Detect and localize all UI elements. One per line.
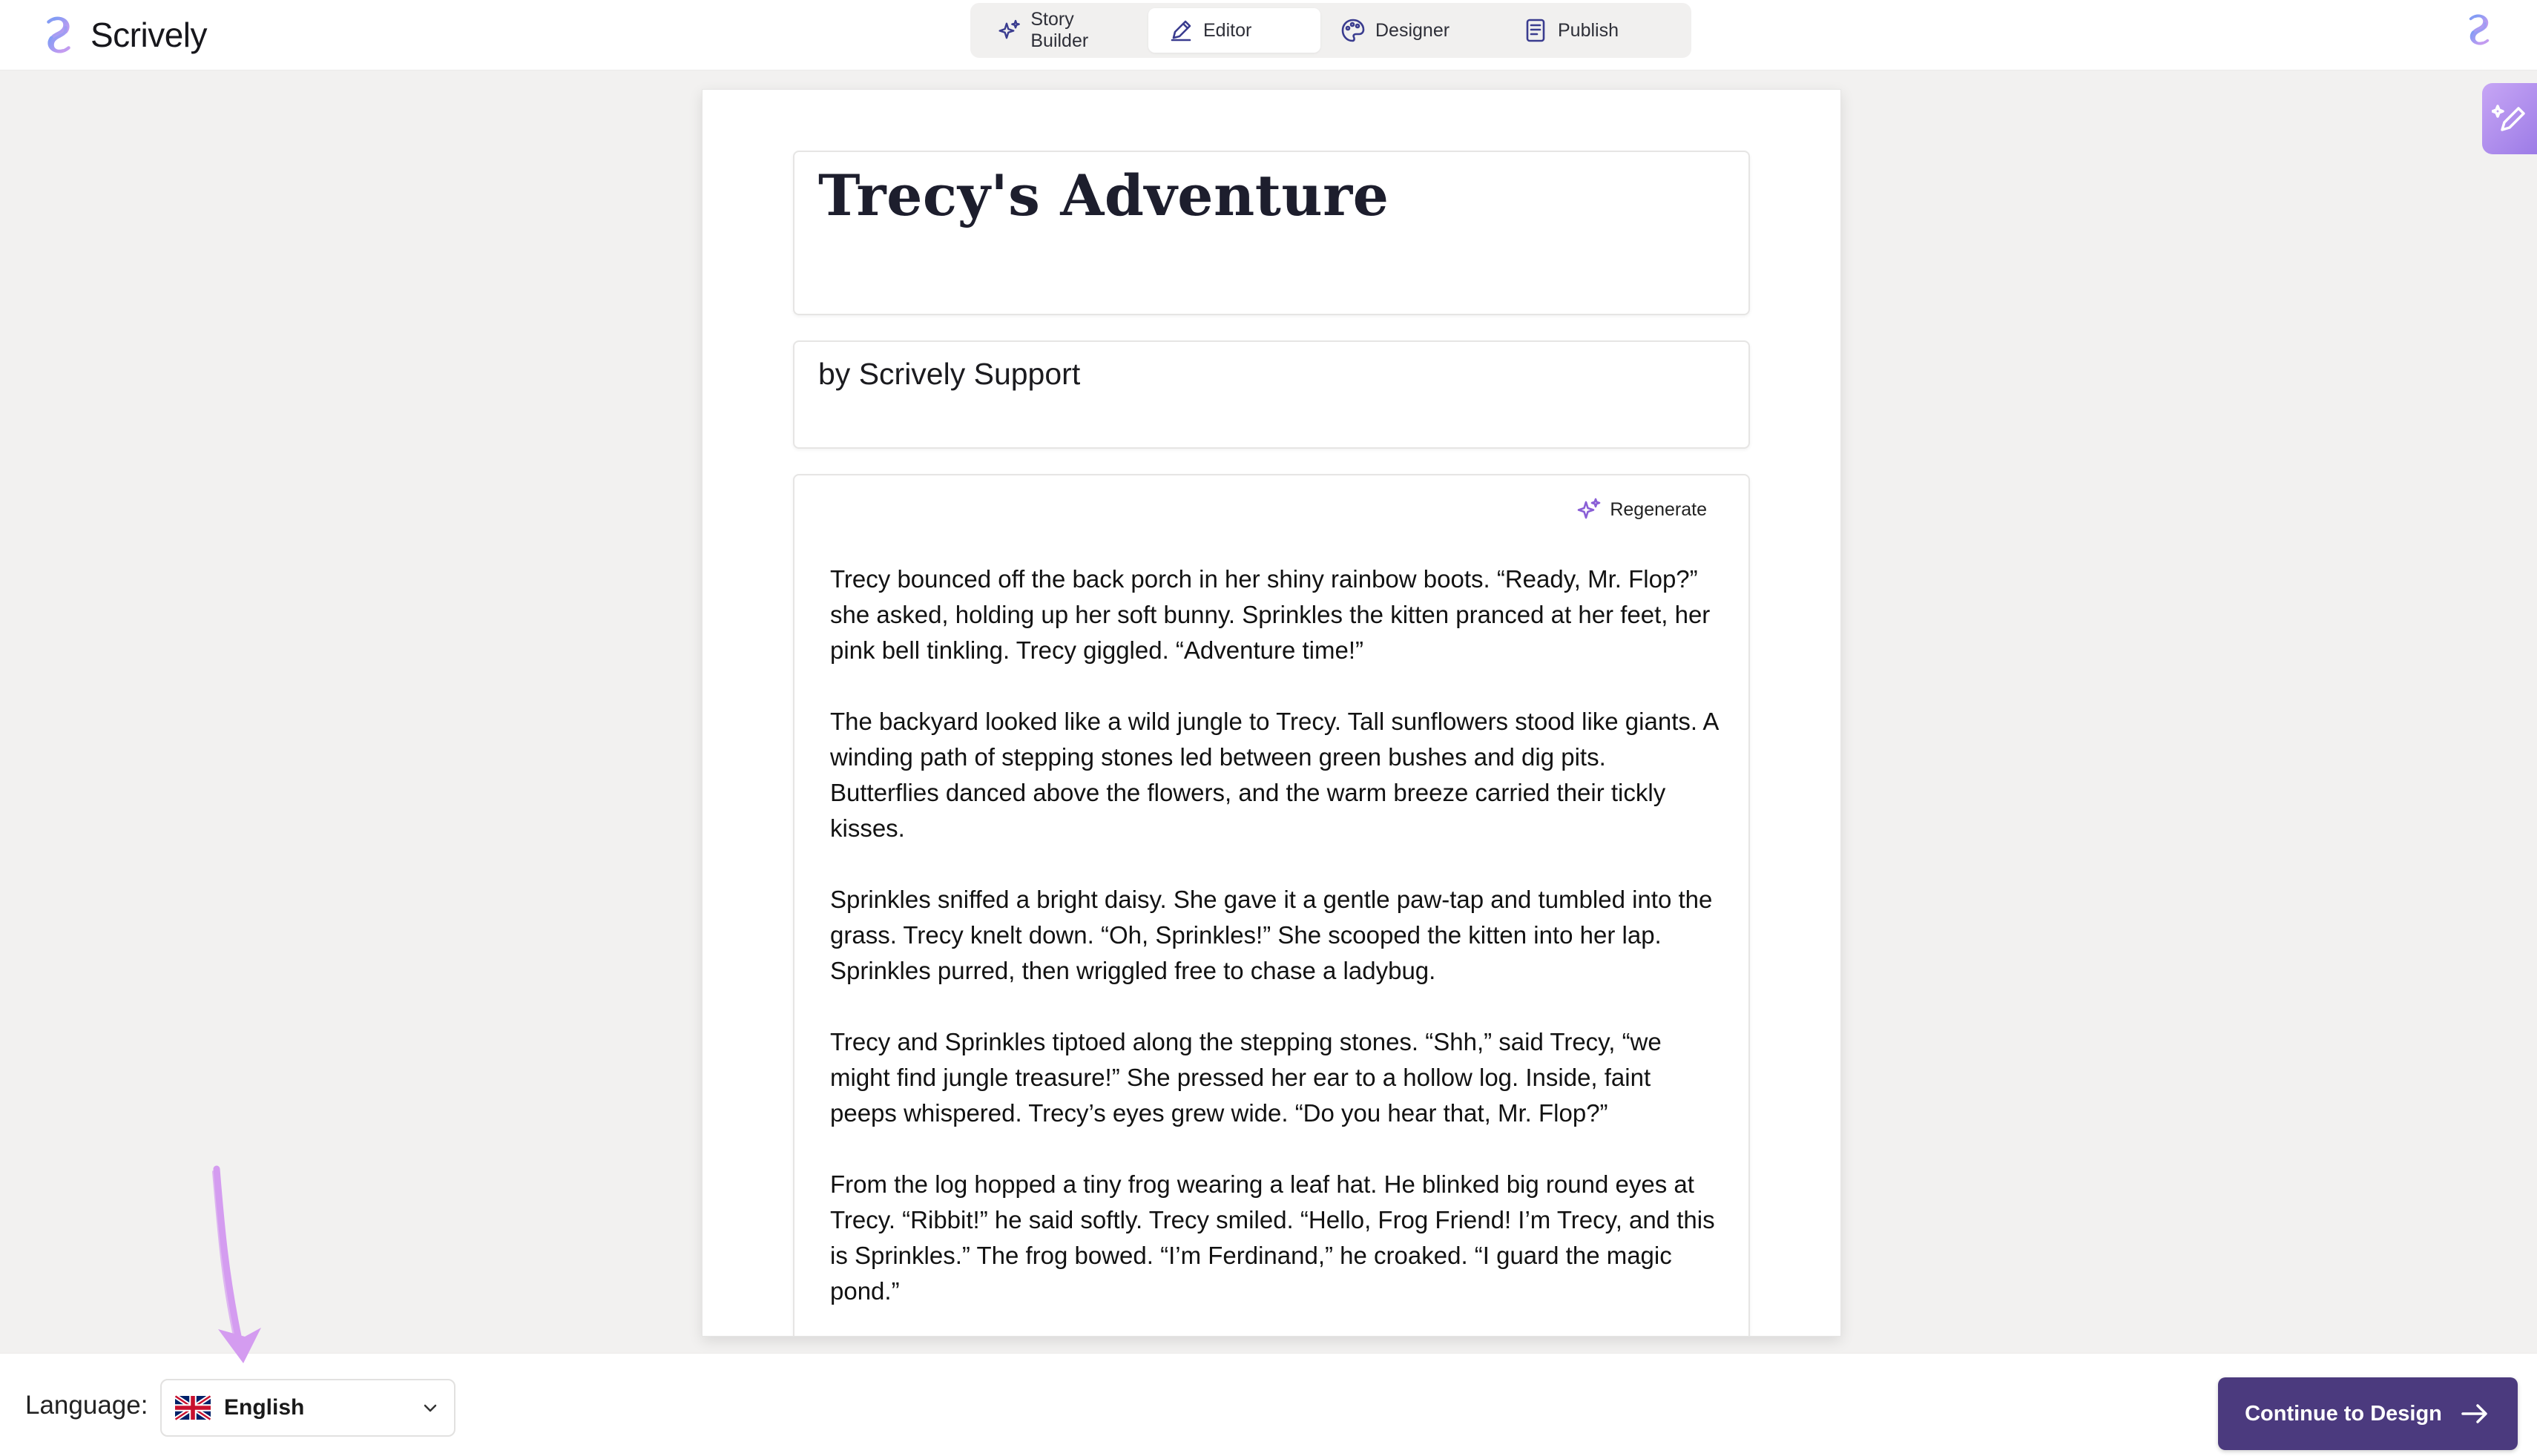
- arrow-right-icon: [2458, 1397, 2491, 1430]
- chevron-down-icon: [420, 1397, 441, 1418]
- story-paragraph[interactable]: Trecy and Sprinkles tiptoed along the stepping stones. “Shh,” said Trecy, “we might find jungle treasure!” She pressed her ear to a hollow log. Inside, faint peeps whispered. Trecy’s eyes grew wide. “Do you hear that, Mr. Flop?”: [830, 1028, 1662, 1127]
- bottom-bar: [0, 1353, 2537, 1456]
- tab-story-builder[interactable]: [978, 8, 1148, 53]
- sparkles-icon: [997, 17, 1021, 44]
- story-body[interactable]: [830, 561, 1720, 1337]
- tab-publish[interactable]: [1503, 8, 1678, 53]
- palette-icon: [1340, 17, 1366, 44]
- tab-story-builder-label: Story Builder: [1030, 9, 1089, 51]
- regenerate-button[interactable]: [1576, 496, 1707, 523]
- story-paragraph[interactable]: Sprinkles sniffed a bright daisy. She gave it a gentle paw-tap and tumbled into the grass. Trecy knelt down. “Oh, Sprinkles!” She scooped the kitten into her lap. Sprinkles purred, then wriggled free to chase a ladybug.: [830, 886, 1713, 984]
- app-logo[interactable]: [36, 6, 207, 64]
- continue-label: Continue to Design: [2245, 1401, 2442, 1426]
- tab-editor[interactable]: [1148, 8, 1320, 53]
- editor-page: [702, 89, 1841, 1337]
- continue-to-design-button[interactable]: [2218, 1377, 2518, 1450]
- main-tabs: [970, 3, 1691, 58]
- app-name: Scrively: [91, 16, 208, 54]
- story-author[interactable]: by Scrively Support: [818, 357, 1081, 391]
- story-text-editor[interactable]: [793, 474, 1750, 1337]
- top-bar: [0, 0, 2537, 70]
- story-paragraph[interactable]: The backyard looked like a wild jungle to Trecy. Tall sunflowers stood like giants. A winding path of stepping stones led between green bushes and dig pits. Butterflies danced above the flowers, and the warm breeze carried their tickly kisses.: [830, 708, 1718, 842]
- scrively-mini-logo-icon[interactable]: [2460, 10, 2498, 49]
- document-icon: [1522, 17, 1549, 44]
- tab-designer[interactable]: [1320, 8, 1503, 53]
- tab-editor-label: Editor: [1203, 19, 1252, 41]
- language-label: Language:: [25, 1391, 148, 1420]
- magic-pen-icon: [2492, 99, 2532, 139]
- author-field[interactable]: [793, 340, 1750, 449]
- uk-flag-icon: [175, 1395, 211, 1420]
- tab-designer-label: Designer: [1375, 19, 1450, 41]
- title-field[interactable]: [793, 151, 1750, 315]
- annotation-arrow-icon: [200, 1165, 282, 1372]
- ai-assistant-button[interactable]: [2482, 83, 2537, 154]
- story-title[interactable]: Trecy's Adventure: [818, 162, 1389, 228]
- language-select[interactable]: [160, 1379, 455, 1437]
- scrively-logo-icon: [36, 12, 82, 58]
- story-paragraph[interactable]: From the log hopped a tiny frog wearing a leaf hat. He blinked big round eyes at Trecy. “Ribbit!” he said softly. Trecy smiled. “Hello, Frog Friend! I’m Trecy, and this is Sprinkles.” The frog bowed. “I’m Ferdinand,” he croaked. “I guard the magic pond.”: [830, 1170, 1715, 1305]
- regenerate-label: Regenerate: [1610, 498, 1707, 520]
- pen-icon: [1168, 17, 1194, 44]
- language-value: English: [224, 1395, 305, 1420]
- sparkles-icon: [1576, 496, 1602, 523]
- story-paragraph[interactable]: Trecy bounced off the back porch in her shiny rainbow boots. “Ready, Mr. Flop?” she asked, holding up her soft bunny. Sprinkles the kitten pranced at her feet, her pink bell tinkling. Trecy giggled. “Adventure time!”: [830, 565, 1711, 664]
- tab-publish-label: Publish: [1558, 19, 1619, 41]
